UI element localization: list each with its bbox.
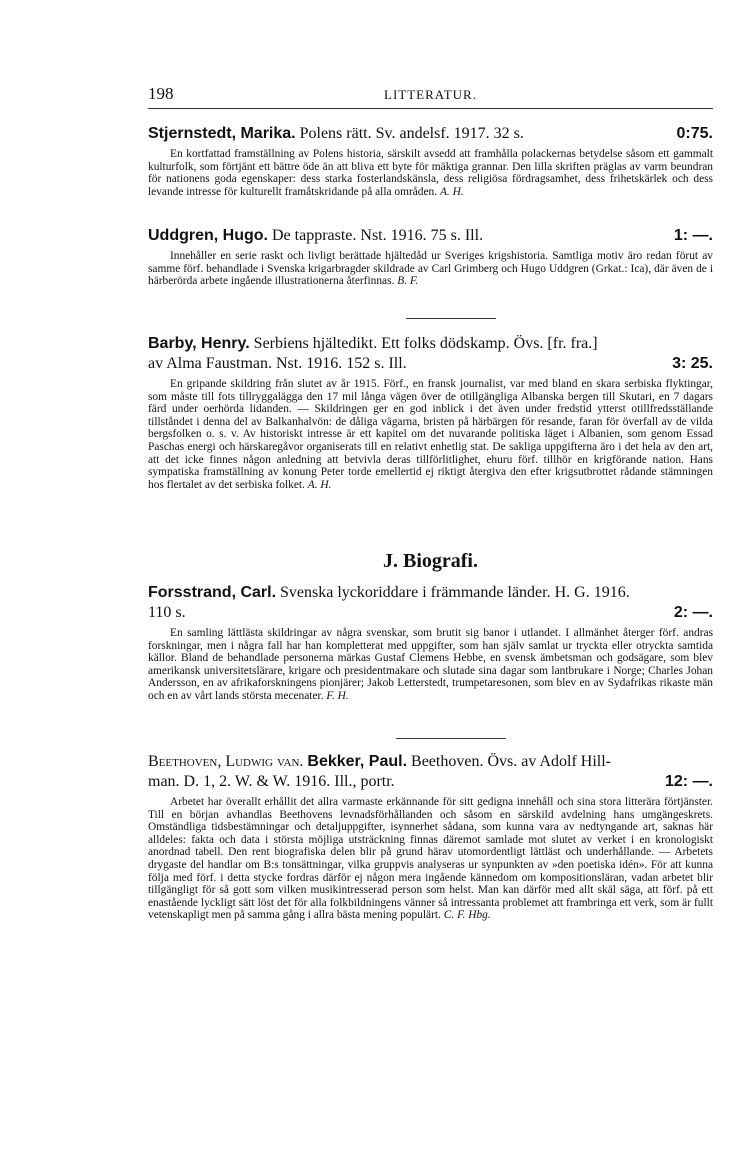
review-signature: A. H.	[307, 478, 332, 491]
entry-heading	[148, 124, 713, 144]
section-heading: J. Biografi.	[383, 550, 478, 572]
entry-heading-line2	[148, 354, 713, 374]
review-text: Innehåller en serie raskt och livligt berättade hjältedåd ur Sveriges krigshistoria. Samtliga motiv äro redan förut av samme förf. behandlade i Svenska krigarbragder skildrade av Carl Grimberg och Hugo Uddgren (Grkat.: Ica), där även de i härberörda arbete ingående illustrationerna återfinnas.	[148, 250, 713, 288]
entry-author: Forsstrand, Carl.	[148, 584, 277, 601]
review-text: En gripande skildring från slutet av år 1915. Förf., en fransk journalist, var med bland en skara serbiska flyktingar, som måste till fots tillryggalägga den 17 mil långa vägen över de otillgängliga Albanska bergen till Skutari, en 7 dagars färd under oerhörda lidanden. — Skildringen ger en god inblick i det även under fredstid ytterst otillfredsställande tillståndet i denna del av Balkanhalvön: de dåliga vägarna, bristen på härbärgen för resande, faran för överfall av de vilda bergsfolken o. s. v. Av historiskt intresse är ett kapitel om det nuvarande politiska läget i Albanien, som genom Essad Paschas energi och härskaregåvor organiserats till en relativt enhetlig stat. De sakliga uppgifterna äro i det hela av den art, att det icke finnes någon anledning att betvivla deras tillförlitlighet, ehuru förf. tillhör en krigförande nation. Hans sympatiska framställning av konung Peter torde emellertid ej riktigt återgiva den efter krigsutbrottet rådande stämningen hos flertalet av det serbiska folket.	[148, 378, 713, 491]
review-text: Arbetet har överallt erhållit det allra varmaste erkännande för sitt gedigna innehåll och sina stora litterära förtjänster. Till en början avhandlas Beethovens levnadsförhållanden och såsom en särskild avdelning hans umgängeskrets. Omständliga tidsbestämningar och detaljuppgifter, isynnerhet sådana, som kunna vara av nedtyngande art, saknas här alldeles: fakta och data i största möjliga utsträckning finnas däremot samlade mot slutet av verket i en kronologiskt anordnad tabell. Den rent biografiska delen blir på grund härav utomordentligt lättläst och underhållande. — Arbetets drygaste del handlar om B:s tonsättningar, vilka gruppvis analyseras ur synpunkten av »den poetiska idén». För att kunna följa med förf. i detta stycke fordras därför ej någon mera ingående kännedom om kompositionsläran, vadan arbetet blir tillgängligt för så gott som vilken musikintresserad person som helst. Man kan därför med allt skäl säga, att förf. på ett enastående lyckligt sätt löst det för alla folkbildningens vänner så intressanta problemet att frambringa ett verk, som är fullt vetenskapligt men på samma gång i allra bästa mening populärt.	[148, 796, 713, 922]
entry-title: Polens rätt. Sv. andelsf. 1917. 32 s.	[299, 125, 524, 142]
entry-subject: Beethoven, Ludwig van.	[148, 753, 304, 770]
entry-review	[148, 250, 713, 288]
entry-price: 0:75.	[676, 125, 713, 142]
entry-forsstrand	[148, 583, 713, 703]
entry-review	[148, 627, 713, 703]
separator-rule	[406, 318, 496, 319]
entry-heading-line2	[148, 772, 713, 792]
entry-heading-line2	[148, 603, 713, 623]
review-signature: B. F.	[397, 275, 419, 288]
header-rule	[148, 108, 713, 109]
review-signature: C. F. Hbg.	[443, 909, 491, 922]
review-signature: F. H.	[326, 689, 349, 702]
entry-title: Serbiens hjältedikt. Ett folks dödskamp. Övs. [fr. fra.]	[253, 335, 598, 352]
running-head	[148, 84, 713, 110]
entry-publication: man. D. 1, 2. W. & W. 1916. Ill., portr.	[148, 773, 395, 790]
entry-bekker	[148, 752, 713, 922]
entry-heading	[148, 334, 713, 354]
entry-stjernstedt	[148, 124, 713, 198]
entry-price: 2: —.	[673, 604, 713, 621]
entry-price: 12: —.	[664, 773, 713, 790]
entry-title: De tappraste. Nst. 1916. 75 s. Ill.	[271, 227, 484, 244]
page-number: 198	[148, 84, 174, 103]
entry-heading	[148, 226, 713, 246]
entry-publication: 110 s.	[148, 604, 186, 621]
entry-publication: av Alma Faustman. Nst. 1916. 152 s. Ill.	[148, 355, 407, 372]
entry-review	[148, 148, 713, 198]
review-text: En kortfattad framställning av Polens historia, särskilt avsedd att framhålla polackernas betydelse såsom ett gammalt kulturfolk, som förtjänt ett bättre öde än att bliva ett byte för mäktiga grannar. Den lilla skriften präglas av varm beundran för nationens goda egenskaper: dess starka fosterlandskänsla, dess religiösa fördragsamhet, dess frihetskärlek och dess levande intresse för kulturellt framåtskridande på alla områden.	[148, 148, 713, 198]
entry-uddgren	[148, 226, 713, 288]
entry-author: Bekker, Paul.	[307, 753, 408, 770]
entry-title: Beethoven. Övs. av Adolf Hill-	[411, 753, 611, 770]
entry-heading	[148, 583, 713, 603]
entry-author: Stjernstedt, Marika.	[148, 125, 296, 142]
entry-author: Barby, Henry.	[148, 335, 250, 352]
entry-review	[148, 796, 713, 922]
running-title: LITTERATUR.	[384, 87, 477, 102]
entry-review	[148, 378, 713, 491]
entry-price: 3: 25.	[672, 355, 713, 372]
review-signature: A. H.	[439, 185, 464, 198]
entry-author: Uddgren, Hugo.	[148, 227, 268, 244]
entry-barby	[148, 334, 713, 491]
entry-heading	[148, 752, 713, 772]
review-text: En samling lättlästa skildringar av några svenskar, som brutit sig banor i utlandet. I allmänhet återger förf. andras forskningar, men i några fall har han kompletterat med uppgifter, som han själv samlat ur tryckta eller otryckta samtida källor. Bland de behandlade personerna märkas Gustaf Clemens Hebbe, en svensk ämbetsman och godsägare, som blev amerikansk universitetslärare, krigare och presidentmakare och slutade sina dagar som lantbrukare i Norge; Charles Johan Andersson, en av afrikaforskningens pionjärer; Jakob Letterstedt, trumpetaresonen, som blev en av Sydafrikas rikaste män och en av vårt lands största mecenater.	[148, 627, 713, 702]
entry-title: Svenska lyckoriddare i främmande länder. H. G. 1916.	[280, 584, 630, 601]
entry-price: 1: —.	[673, 227, 713, 244]
separator-rule	[396, 738, 506, 739]
